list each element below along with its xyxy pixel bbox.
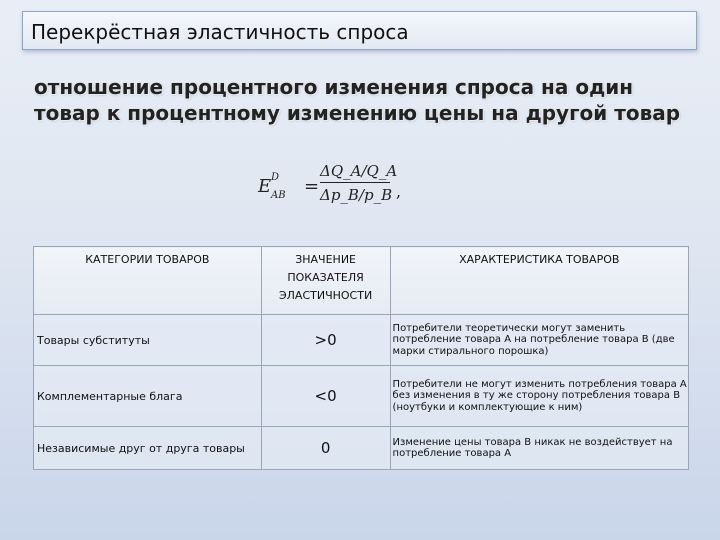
header-characteristics: ХАРАКТЕРИСТИКА ТОВАРОВ [390, 247, 688, 315]
row-description: Изменение цены товара В никак не воздействует на потребление товара А [390, 427, 688, 470]
goods-table [33, 246, 689, 470]
formula-numerator: ΔQ_A/Q_A [320, 162, 390, 183]
table-row [34, 366, 689, 427]
row-value: 0 [261, 427, 390, 470]
row-category: Независимые друг от друга товары [34, 427, 262, 470]
row-category: Комплементарные блага [34, 366, 262, 427]
title-box [22, 11, 697, 50]
formula [258, 160, 418, 220]
formula-sup: D [271, 172, 280, 183]
formula-e: E [258, 176, 272, 197]
definition-text: отношение процентного изменения спроса на один товар к процентному изменению цены на другой товар [34, 75, 681, 125]
slide-title: Перекрёстная эластичность спроса [31, 20, 409, 44]
formula-lhs [258, 172, 286, 201]
formula-denominator: Δp_B/p_B [320, 186, 393, 204]
formula-fraction [320, 162, 398, 204]
table-row [34, 427, 689, 470]
row-value: <0 [261, 366, 390, 427]
formula-comma: , [396, 182, 402, 201]
row-category: Товары субституты [34, 315, 262, 366]
formula-equals: = [304, 176, 320, 197]
table-header-row [34, 247, 689, 315]
header-categories: КАТЕГОРИИ ТОВАРОВ [34, 247, 262, 315]
row-value: >0 [261, 315, 390, 366]
row-description: Потребители не могут изменить потребления товара А без изменения в ту же сторону потребления товара В (ноутбуки и комплектующие к ним) [390, 366, 688, 427]
table-row [34, 315, 689, 366]
header-elasticity-value: ЗНАЧЕНИЕ ПОКАЗАТЕЛЯ ЭЛАСТИЧНОСТИ [261, 247, 390, 315]
row-description: Потребители теоретически могут заменить потребление товара А на потребление товара В (две марки стирального порошка) [390, 315, 688, 366]
formula-sub: AB [271, 190, 286, 201]
